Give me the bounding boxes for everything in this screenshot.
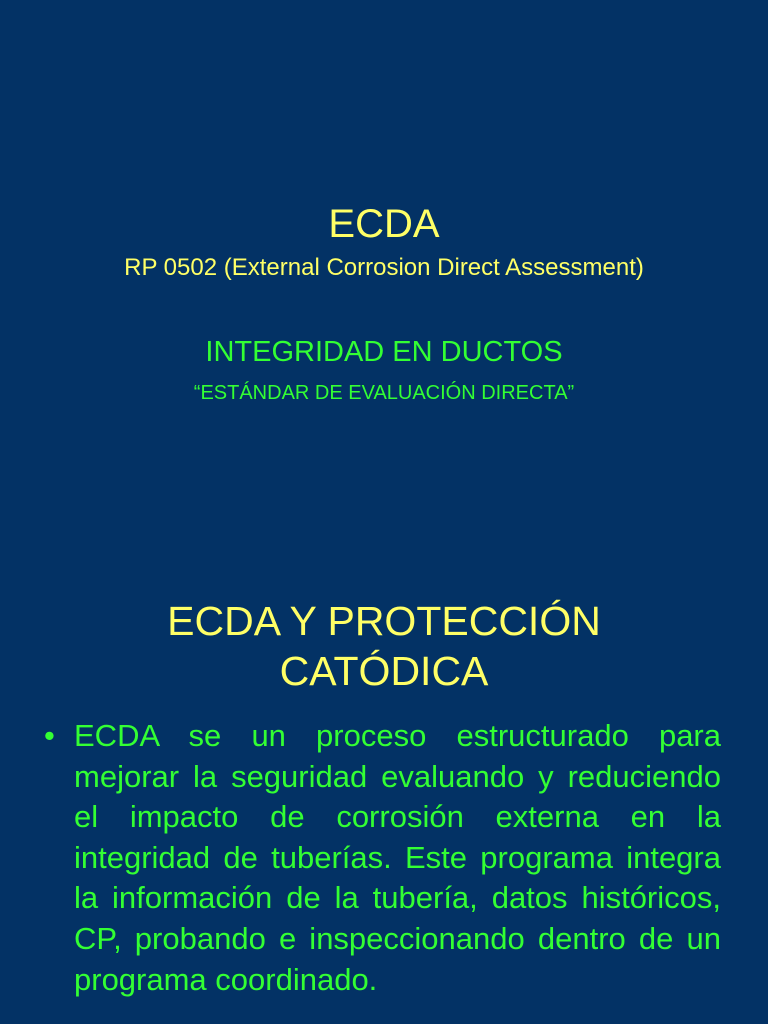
- slide-title: [0, 596, 768, 696]
- section-subheading: “ESTÁNDAR DE EVALUACIÓN DIRECTA”: [193, 382, 575, 404]
- slide-title-line-2: CATÓDICA: [279, 648, 489, 694]
- slide-title: ECDA: [328, 202, 440, 246]
- bullet-text: ECDA se un proceso estructurado para mejorar la seguridad evaluando y reduciendo el impacto de corrosión externa en la integridad de tuberías. Este programa integra la información de la tubería, datos históricos, CP, probando e inspeccionando dentro de un programa coordinado.: [74, 718, 721, 997]
- bullet-icon: •: [44, 718, 55, 753]
- slide-subtitle: RP 0502 (External Corrosion Direct Assessment): [124, 254, 644, 281]
- section-heading: INTEGRIDAD EN DUCTOS: [205, 336, 563, 368]
- bullet-item: [44, 716, 721, 1000]
- slide-title-line-1: ECDA Y PROTECCIÓN: [167, 598, 601, 644]
- slide-2: [0, 512, 768, 1024]
